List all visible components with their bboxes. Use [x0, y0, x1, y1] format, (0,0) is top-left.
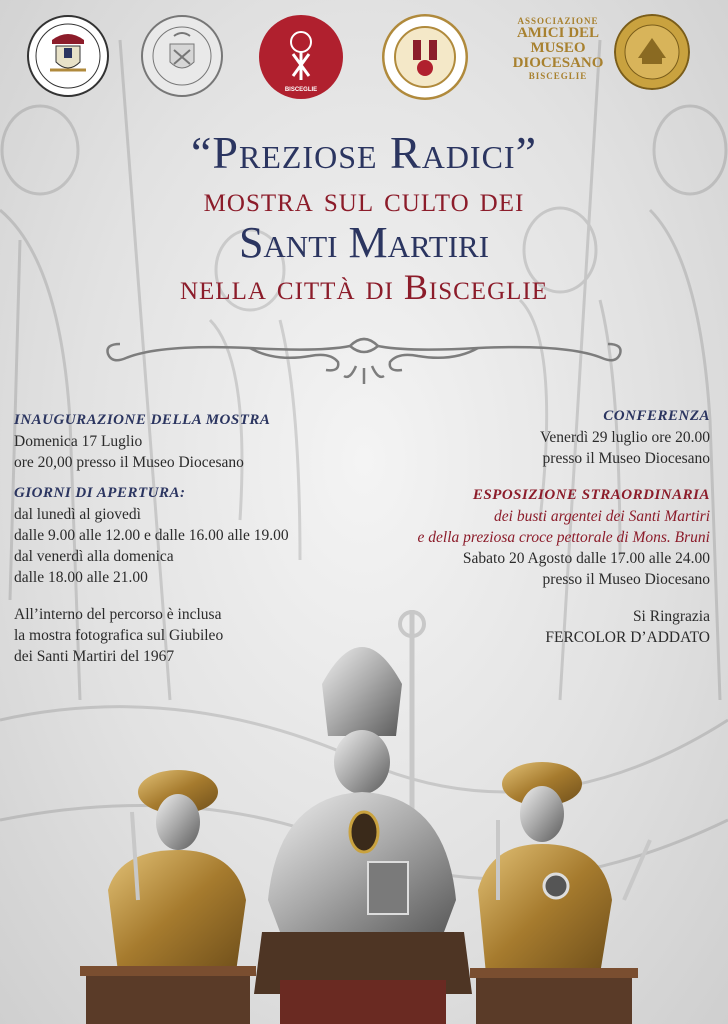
exhibition-line-2: e della preziosa croce pettorale di Mons. Bruni — [417, 529, 710, 546]
capitolo-cattedrale-logo — [140, 14, 224, 98]
exhibition-line-4: presso il Museo Diocesano — [542, 571, 710, 588]
sponsor-name: FERCOLOR D’ADDATO — [545, 629, 710, 646]
exhibition-line-3: Sabato 20 Agosto dalle 17.00 alle 24.00 — [462, 550, 710, 567]
opening-heading: GIORNI DI APERTURA: — [14, 485, 186, 501]
thanks-label: Si Ringrazia — [632, 608, 710, 625]
exhibition-line-1: dei busti argentei dei Santi Martiri — [494, 508, 710, 525]
title-block — [0, 128, 728, 308]
conference-date: Venerdì 29 luglio ore 20.00 — [539, 429, 710, 446]
logos-row — [0, 14, 728, 98]
comitato-feste-logo — [258, 14, 344, 100]
opening-line-2: dalle 9.00 alle 12.00 e dalle 16.00 alle 19.00 — [14, 527, 289, 544]
info-line-3: dei Santi Martiri del 1967 — [14, 648, 175, 665]
info-line-2: la mostra fotografica sul Giubileo — [14, 627, 224, 644]
conference-place: presso il Museo Diocesano — [542, 450, 710, 467]
opening-line-3: dal venerdì alla domenica — [14, 548, 174, 565]
opening-line-1: dal lunedì al giovedì — [14, 506, 141, 523]
amici-line4: DIOCESANO — [512, 55, 604, 71]
amici-line1: ASSOCIAZIONE — [517, 16, 599, 26]
comitato-city-text: BISCEGLIE — [284, 87, 318, 93]
amici-line3: MUSEO — [530, 40, 586, 56]
flourish-ornament — [100, 322, 628, 392]
confraternita-logo — [382, 14, 468, 100]
gold-seal-logo — [614, 14, 690, 90]
title-line-4: nella città di Bisceglie — [179, 267, 548, 307]
amici-line2: AMICI DEL — [516, 25, 600, 41]
title-line-2: mostra sul culto dei — [203, 179, 525, 219]
title-line-1: “Preziose Radici” — [190, 127, 538, 178]
inauguration-heading: INAUGURAZIONE DELLA MOSTRA — [14, 412, 271, 428]
inauguration-time: ore 20,00 presso il Museo Diocesano — [14, 454, 244, 471]
conference-heading: CONFERENZA — [603, 408, 710, 424]
inauguration-date: Domenica 17 Luglio — [14, 433, 143, 450]
left-martyr-bust — [80, 770, 256, 1024]
title-line-3: Santi Martiri — [238, 218, 490, 267]
info-line-1: All’interno del percorso è inclusa — [14, 606, 222, 623]
reliquary-busts-photo — [0, 600, 728, 1024]
central-bishop-bust — [254, 610, 472, 1024]
right-martyr-bust — [470, 762, 650, 1024]
amici-line5: BISCEGLIE — [528, 71, 588, 81]
opening-line-4: dalle 18.00 alle 21.00 — [14, 569, 148, 586]
curia-crest-logo — [26, 14, 110, 98]
exhibition-heading: ESPOSIZIONE STRAORDINARIA — [472, 487, 710, 503]
amici-museo-logo — [503, 16, 613, 81]
